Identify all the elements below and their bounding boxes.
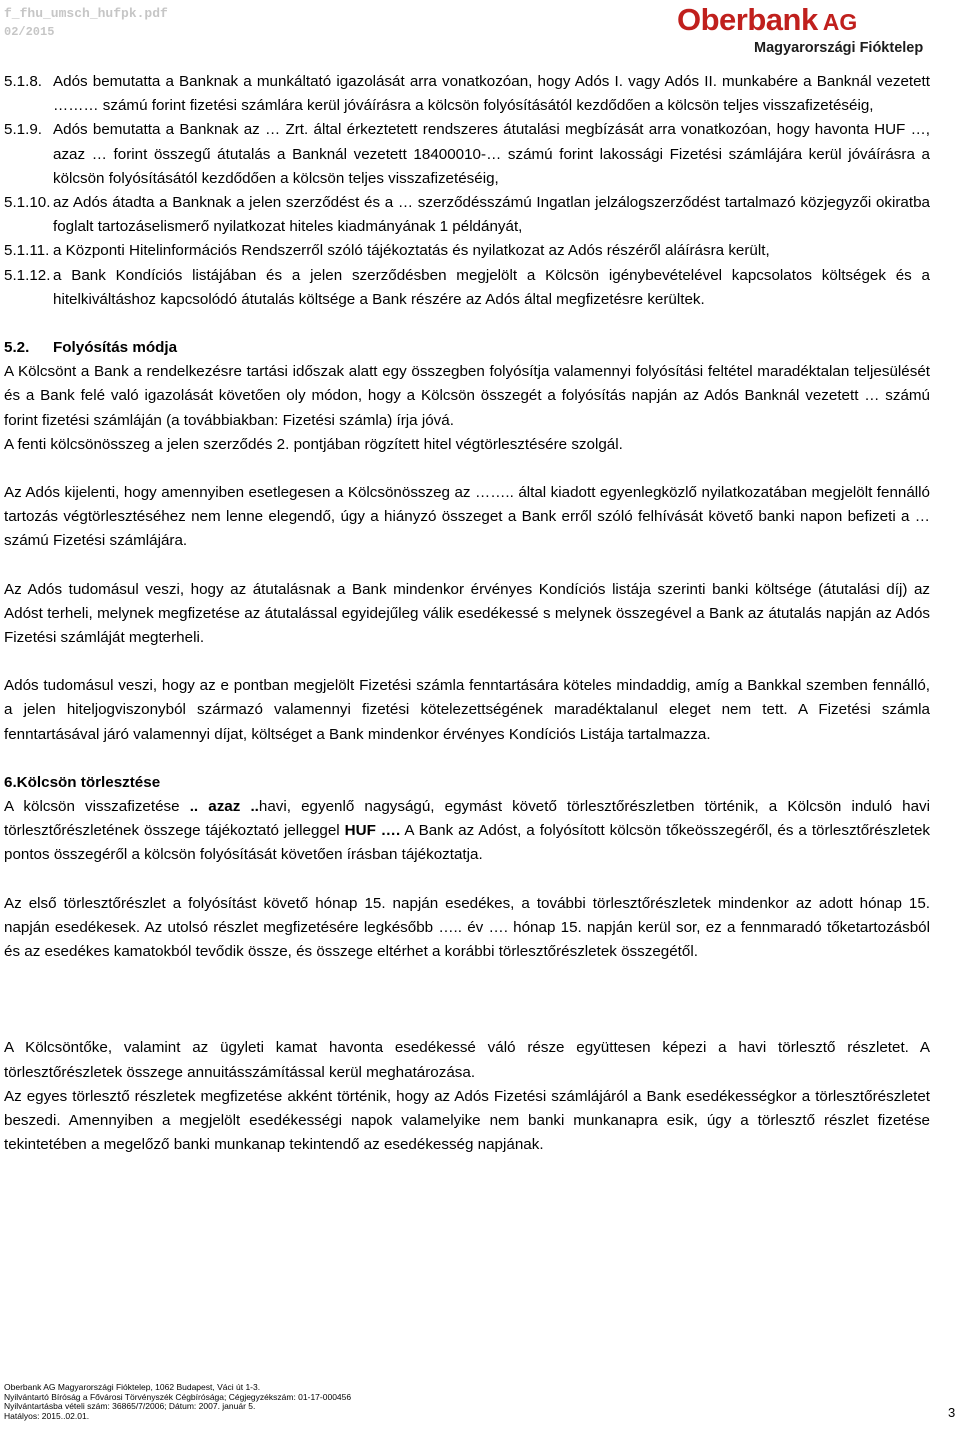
section-title: 6.Kölcsön törlesztése bbox=[4, 773, 161, 791]
clause-5-1-12 bbox=[4, 264, 930, 312]
clause-5-1-8 bbox=[4, 70, 930, 118]
paragraph: Az Adós tudomásul veszi, hogy az átutalásnak a Bank mindenkor érvényes Kondíciós listája szerinti banki költsége (átutalási díj) az Adóst terheli, melynek megfizetése az átutalással egyidejűleg válik esedékessé s melynek összegével a Bank az átutalás napján az Adós Fizetési számláját megterheli. bbox=[4, 580, 930, 647]
section-heading-5-2 bbox=[4, 336, 930, 360]
section-number: 5.2. bbox=[4, 339, 30, 357]
section-title: Folyósítás módja bbox=[53, 339, 178, 357]
section-heading-6 bbox=[4, 771, 930, 795]
page-number: 3 bbox=[948, 1405, 956, 1420]
clause-text: a Központi Hitelinformációs Rendszerről szóló tájékoztatás és nyilatkozat az Adós részéről aláírásra került, bbox=[53, 242, 770, 260]
logo-wordmark: Oberbank bbox=[677, 2, 818, 37]
footer-line: Oberbank AG Magyarországi Fióktelep, 1062 Budapest, Váci út 1-3. bbox=[4, 1382, 261, 1392]
document-date: 02/2015 bbox=[4, 25, 55, 39]
clause-text: az Adós átadta a Banknak a jelen szerződést és a … szerződésszámú Ingatlan jelzálogszerződést tartalmazó közjegyzői okiratba foglalt tartozáselismerő nyilatkozat hiteles kiadmányának 1 példányát, bbox=[53, 194, 930, 236]
clause-number: 5.1.10. bbox=[4, 194, 51, 212]
clause-5-1-11 bbox=[4, 239, 930, 263]
text-run: havi, egyenlő nagyságú, egymást követő törlesztőrészletben történik, a Kölcsön induló havi törlesztőrészletének összege tájékoztató jelleggel bbox=[4, 798, 931, 840]
bold-run: .. azaz .. bbox=[189, 798, 259, 816]
bold-run: HUF …. bbox=[344, 822, 401, 840]
paragraph: Adós tudomásul veszi, hogy az e pontban megjelölt Fizetési számla fenntartására köteles mindaddig, amíg a Bankkal szemben fennálló, a jelen hiteljogviszonyból származó valamennyi fizetési kötelezettségének maradéktalanul eleget nem tett. A Fizetési számla fenntartásával járó valamennyi díjat, költséget a Bank mindenkor érvényes Kondíciós Listája tartalmazza. bbox=[4, 677, 930, 743]
page-footer bbox=[4, 1383, 351, 1421]
text-run: A Bank az Adóst, a folyósított kölcsön tőkeösszegéről, és a törlesztőrészletek pontos összegéről a kölcsön folyósítását követően írásban tájékoztatja. bbox=[4, 822, 930, 864]
document-body bbox=[4, 70, 930, 1157]
clause-text: a Bank Kondíciós listájában és a jelen szerződésben megjelölt a Kölcsön igénybevételével kapcsolatos költségek és a hitelkiváltáshoz kapcsolódó átutalás költsége a Bank részére az Adós által megfizetésre kerültek. bbox=[53, 266, 930, 308]
clause-number: 5.1.11. bbox=[4, 242, 50, 260]
clause-text: Adós bemutatta a Banknak a munkáltató igazolását arra vonatkozóan, hogy Adós I. vagy Adós II. munkabére a Banknál vezetett ……… számú forint fizetési számlára kerül jóváírásra a kölcsön folyósításától kezdődően a kölcsön teljes visszafizetéséig, bbox=[53, 73, 930, 115]
logo-subtitle: Magyarországi Fióktelep bbox=[754, 40, 924, 56]
footer-line: Nyilvántartásba vételi szám: 36865/7/2006; Dátum: 2007. január 5. bbox=[4, 1401, 256, 1412]
clause-5-1-9 bbox=[4, 118, 930, 191]
clause-5-1-10 bbox=[4, 191, 930, 239]
clause-number: 5.1.12. bbox=[4, 266, 51, 284]
oberbank-logo bbox=[677, 3, 939, 57]
paragraph bbox=[4, 795, 930, 868]
paragraph: Az első törlesztőrészlet a folyósítást követő hónap 15. napján esedékes, a további törlesztőrészletek mindenkor az adott hónap 15. napján esedékesek. Az utolsó részlet megfizetésére legkésőbb ….. év …. hónap 15. napján kerül sor, ez a fennmaradó tőketartozásból és az esedékes kamatokból tevődik össze, és összege eltérhet a korábbi törlesztőrészletek összegétől. bbox=[4, 894, 930, 961]
footer-line: Nyilvántartó Bíróság a Fővárosi Törvényszék Cégbírósága; Cégjegyzékszám: 01-17-000456 bbox=[4, 1391, 352, 1402]
paragraph: Az Adós kijelenti, hogy amennyiben esetlegesen a Kölcsönösszeg az …….. által kiadott egyenlegközlő nyilatkozatában megjelölt fennálló tartozás végtörlesztéséhez nem lenne elegendő, úgy a hiányzó összeget a Bank erről szóló felhívását követő banki napon befizeti a … számú Fizetési számlájára. bbox=[4, 484, 930, 550]
clause-number: 5.1.9. bbox=[4, 121, 42, 139]
paragraph: A fenti kölcsönösszeg a jelen szerződés 2. pontjában rögzített hitel végtörlesztésére szolgál. bbox=[4, 435, 623, 453]
footer-line: Hatályos: 2015..02.01. bbox=[4, 1410, 90, 1421]
paragraph: A Kölcsöntőke, valamint az ügyleti kamat havonta esedékessé váló része együttesen képezi a havi törlesztő részletet. A törlesztőrészletek összege annuitásszámítással kerül meghatározása. bbox=[4, 1039, 930, 1081]
paragraph: A Kölcsönt a Bank a rendelkezésre tartási időszak alatt egy összegben folyósítja valamennyi folyósítási feltétel maradéktalan teljesülését és a Bank felé való igazolását követően oly módon, hogy a Kölcsön összegét a folyósítás napján az Adós Banknál vezetett … számú forint fizetési számláján (a továbbiakban: Fizetési számla) írja jóvá. bbox=[4, 363, 930, 429]
text-run: A kölcsön visszafizetése bbox=[4, 798, 190, 816]
paragraph: Az egyes törlesztő részletek megfizetése akként történik, hogy az Adós Fizetési számlájáról a Bank esedékességkor a törlesztőrészletet beszedi. Amennyiben a megjelölt esedékességi napok valamelyike nem banki munkanapra esik, úgy a törlesztő részlet fizetése tekintetében a megelőző banki munkanap tekintendő az esedékesség napjának. bbox=[4, 1087, 930, 1154]
logo-ag: AG bbox=[822, 9, 858, 35]
document-filename: f_fhu_umsch_hufpk.pdf bbox=[4, 6, 168, 21]
clause-text: Adós bemutatta a Banknak az … Zrt. által érkeztetett rendszeres átutalási megbízását arra vonatkozóan, hogy havonta HUF …, azaz … forint összegű átutalás a Banknál vezetett 18400010-… számú forint lakossági Fizetési számlájára kerül jóváírásra a kölcsön folyósításától kezdődően a kölcsön teljes visszafizetéséig, bbox=[53, 121, 930, 187]
clause-number: 5.1.8. bbox=[4, 73, 42, 90]
